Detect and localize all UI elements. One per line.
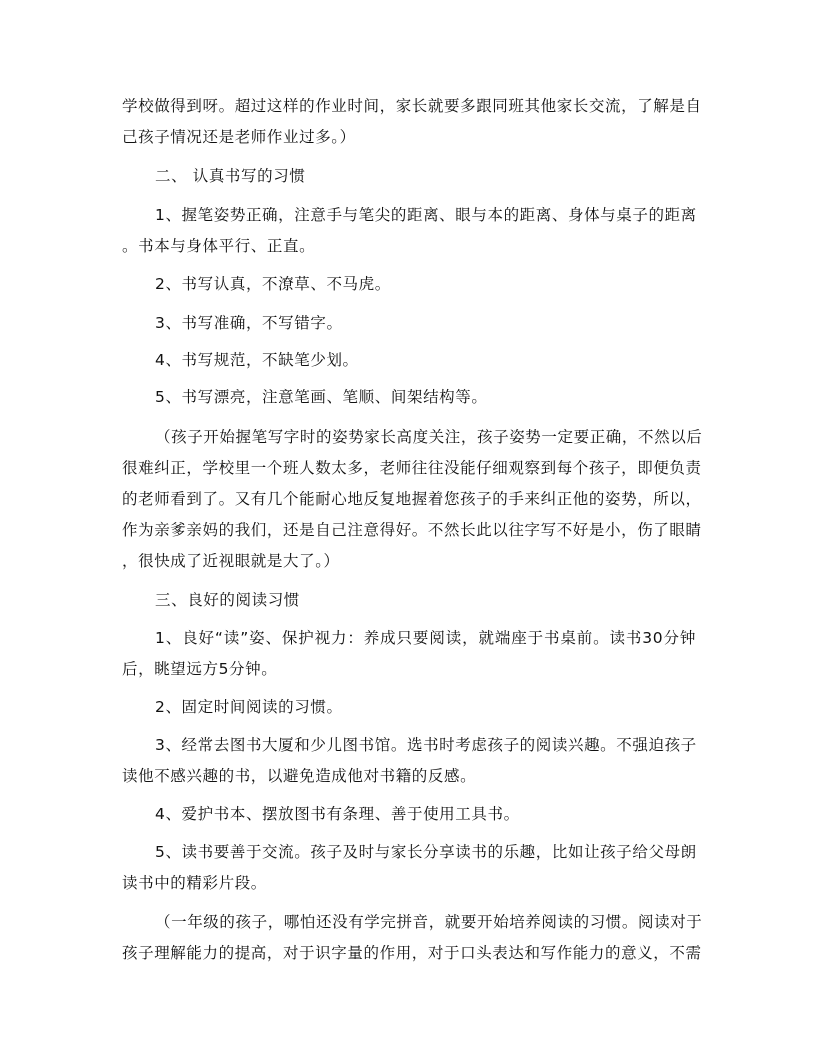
note-paragraph: 作为亲爹亲妈的我们，还是自己注意得好。不然长此以往字写不好是小，伤了眼睛	[122, 521, 702, 539]
list-item: 5、书写漂亮，注意笔画、笔顺、间架结构等。	[155, 388, 488, 406]
list-item: 后，眺望远方5分钟。	[122, 660, 278, 678]
list-item: 3、书写准确，不写错字。	[155, 314, 343, 332]
section-heading: 三、良好的阅读习惯	[155, 591, 300, 609]
note-paragraph: 很难纠正，学校里一个班人数太多，老师往往没能仔细观察到每个孩子，即便负责	[122, 459, 702, 477]
list-item: 4、书写规范，不缺笔少划。	[155, 351, 359, 369]
text-line: 己孩子情况还是老师作业过多。）	[122, 128, 356, 146]
note-paragraph: 的老师看到了。又有几个能耐心地反复地握着您孩子的手来纠正他的姿势，所以，	[122, 490, 702, 508]
list-item: 3、经常去图书大厦和少儿图书馆。选书时考虑孩子的阅读兴趣。不强迫孩子	[155, 736, 697, 754]
list-item: 2、固定时间阅读的习惯。	[155, 698, 343, 716]
list-item: 4、爱护书本、摆放图书有条理、善于使用工具书。	[155, 805, 520, 823]
note-paragraph: （一年级的孩子，哪怕还没有学完拼音，就要开始培养阅读的习惯。阅读对于	[155, 913, 703, 931]
list-item: 读书中的精彩片段。	[122, 874, 267, 892]
list-item: 5、读书要善于交流。孩子及时与家长分享读书的乐趣，比如让孩子给父母朗	[155, 843, 697, 861]
section-heading: 二、 认真书写的习惯	[155, 167, 306, 185]
text-line: 学校做得到呀。超过这样的作业时间，家长就要多跟同班其他家长交流，了解是自	[122, 97, 702, 115]
note-paragraph: ，很快成了近视眼就是大了。）	[122, 552, 340, 570]
list-item: 2、书写认真，不潦草、不马虎。	[155, 275, 391, 293]
list-item: 。书本与身体平行、正直。	[122, 237, 316, 255]
list-item: 1、良好“读”姿、保护视力：养成只要阅读，就端座于书桌前。读书30分钟	[155, 629, 696, 647]
list-item: 1、握笔姿势正确，注意手与笔尖的距离、眼与本的距离、身体与桌子的距离	[155, 206, 697, 224]
list-item: 读他不感兴趣的书，以避免造成他对书籍的反感。	[122, 767, 477, 785]
note-paragraph: 孩子理解能力的提高，对于识字量的作用，对于口头表达和写作能力的意义，不需	[122, 944, 702, 962]
note-paragraph: （孩子开始握笔写字时的姿势家长高度关注，孩子姿势一定要正确，不然以后	[155, 428, 703, 446]
